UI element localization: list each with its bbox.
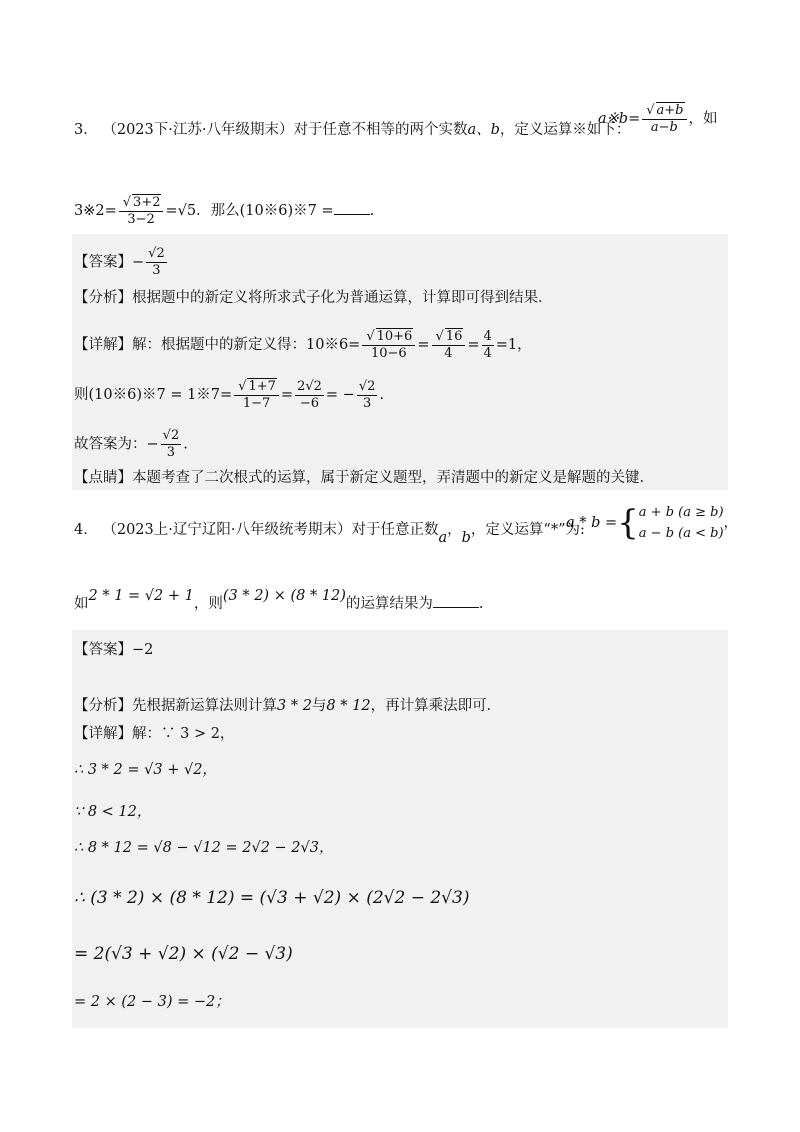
definition-numerator: a+b <box>656 103 684 118</box>
definition-lhs: a※b= <box>598 111 641 127</box>
definition-tail: ，如 <box>688 111 718 127</box>
answer-denominator: 3 <box>152 263 161 278</box>
q3-detail: 【详解】解：根据题中的新定义得：10※6= $\frac{√ 10+6}{10-6}$ = $\frac{√ 16}{4}$ = $\frac{4}{4}$ =1， <box>74 328 532 361</box>
q3-comment <box>74 468 654 488</box>
answer-numerator: √2 <box>148 246 165 261</box>
question-number: 4． <box>74 522 98 538</box>
q4-step-2: ∵ 8 < 12， <box>74 804 152 820</box>
answer-blank <box>334 202 370 215</box>
example-numerator: 3+2 <box>133 195 161 210</box>
q4-solution-box <box>72 630 728 1028</box>
step2-f2-num: 2√2 <box>297 378 322 394</box>
detail-fraction-3 <box>482 329 494 362</box>
comment-text: 本题考查了二次根式的运算，属于新定义题型，弄清题中的新定义是解题的关键． <box>132 470 654 486</box>
step2-f3-den: 3 <box>362 395 372 411</box>
question-source: （2023下·江苏·八年级期末） <box>102 122 294 138</box>
var-a: a <box>438 530 448 546</box>
analysis-label: 【分析】 <box>74 290 132 306</box>
detail-label: 【详解】 <box>74 337 132 353</box>
q4-definition: a * b ={ a + b (a ≥ b) a − b (a < b) ， <box>566 503 739 543</box>
question-expression: (10※6)※7 = <box>239 203 334 219</box>
detail-f3-num: 4 <box>483 328 492 344</box>
analysis-text-a: 先根据新运算法则计算 <box>132 698 277 714</box>
answer-label: 【答案】 <box>74 254 132 271</box>
step2-prefix: 则 <box>74 387 89 403</box>
step2-fraction-2 <box>295 379 324 412</box>
detail-f1-den: 10−6 <box>370 346 407 361</box>
q4-step-1: ∴ 3 * 2 = √3 + √2， <box>74 762 217 778</box>
analysis-text: 根据题中的新定义将所求式子化为普通运算，计算即可得到结果． <box>132 290 553 306</box>
step2-f2-den: −6 <box>299 395 320 411</box>
q3-example: 3※2= $\frac{√ 3+2}{3-2}$ =√5．那么(10※6)※7 = . <box>74 195 375 227</box>
detail-f2-num: 16 <box>445 329 463 344</box>
analysis-text-b: 与 <box>311 698 327 714</box>
final-numerator: √2 <box>162 428 180 443</box>
q4-analysis <box>74 696 501 716</box>
q4-step-6: = 2 × (2 − 3) = −2； <box>74 994 230 1010</box>
left-brace: { <box>617 503 639 543</box>
question-expression: (3 * 2) × (8 * 12) <box>222 588 346 604</box>
analysis-text-c: ，再计算乘法即可． <box>370 698 502 714</box>
final-fraction <box>161 428 182 461</box>
question-vars: a、b <box>467 122 500 138</box>
q3-answer <box>74 246 169 279</box>
case-1: a + b (a ≥ b) <box>638 505 724 520</box>
definition-lhs: a * b = <box>566 515 618 531</box>
step2-f1-num: 1+7 <box>248 379 276 394</box>
question-text: 对于任意不相等的两个实数 <box>293 122 468 138</box>
detail-f2-den: 4 <box>444 346 453 361</box>
answer-value: −2 <box>132 642 154 658</box>
q4-step-3: ∴ 8 * 12 = √8 − √12 = 2√2 − 2√3， <box>74 840 334 856</box>
question-text-2: ，定义运算※如下： <box>499 122 631 138</box>
example-text: ．那么 <box>196 203 240 219</box>
q4-step-5: = 2(√3 + √2) × (√2 − √3) <box>74 944 293 964</box>
detail-f3-den: 4 <box>483 345 492 361</box>
detail-fraction-2: $\frac{√ 16}{4}$ <box>432 328 466 362</box>
step2-f1-den: 1−7 <box>242 396 271 411</box>
step2-expr: (10※6)※7 = 1※7= <box>88 387 233 403</box>
q4-step-4: ∴ (3 * 2) × (8 * 12) = (√3 + √2) × (2√2 − 2√3) <box>74 888 470 908</box>
question-text: 对于任意正数 <box>351 522 439 538</box>
analysis-label: 【分析】 <box>74 698 132 714</box>
example-denominator: 3−2 <box>127 212 155 227</box>
q4-example: 如2 * 1 = √2 + 1，则(3 * 2) × (8 * 12)的运算结果为 . <box>74 588 484 612</box>
answer-fraction <box>146 246 167 279</box>
example-expression: 2 * 1 = √2 + 1 <box>88 588 194 604</box>
detail-text: 解：根据题中的新定义得：10※6= <box>132 337 361 353</box>
q3-final: 故答案为：− $\frac{√2}{3}$ . <box>74 428 188 460</box>
detail-label: 【详解】 <box>74 726 132 742</box>
example-prefix: 如 <box>74 596 89 612</box>
comment-label: 【点睛】 <box>74 470 132 486</box>
example-lhs: 3※2= <box>74 203 117 219</box>
q4-detail <box>74 724 234 744</box>
step2-fraction-3 <box>357 379 378 412</box>
detail-f1-num: 10+6 <box>376 329 413 344</box>
question-number: 3． <box>74 122 98 138</box>
q3-definition <box>598 102 718 136</box>
detail-text: 解：∵ 3 > 2， <box>132 726 235 742</box>
definition-cases <box>639 502 724 544</box>
detail-end: =1， <box>495 337 532 353</box>
answer-blank <box>433 595 479 608</box>
step2-f3-num: √2 <box>358 378 376 394</box>
analysis-expr-2: 8 * 12 <box>326 698 371 714</box>
case-2: a − b (a < b) <box>638 526 724 541</box>
definition-fraction: $\frac{√ a+b}{a-b}$ <box>642 102 686 136</box>
q4-answer <box>74 640 153 660</box>
question-text-2: ，定义运算“*”为: <box>470 522 585 538</box>
q3-step2: 则(10※6)※7 = 1※7= $\frac{√ 1+7}{1-7}$ = $\frac{2√2}{-6}$ = − $\frac{√2}{3}$ . <box>74 378 384 411</box>
definition-denominator: a−b <box>650 120 678 135</box>
final-text: 故答案为： <box>74 436 147 453</box>
step2-fraction-1: $\frac{√ 1+7}{1-7}$ <box>234 378 279 412</box>
example-rhs: =√5 <box>165 203 197 219</box>
example-mid: ，则 <box>193 596 223 612</box>
analysis-expr-1: 3 * 2 <box>277 698 312 714</box>
var-b: b <box>461 530 471 546</box>
question-tail: 的运算结果为 <box>345 596 433 612</box>
example-fraction: $\frac{√ 3+2}{3-2}$ <box>119 194 164 228</box>
q4-stem: 4． （2023上·辽宁辽阳·八年级统考期末）对于任意正数a，b，定义运算“*”为: <box>74 522 585 546</box>
detail-fraction-1: $\frac{√ 10+6}{10-6}$ <box>362 328 415 362</box>
final-denominator: 3 <box>166 445 176 460</box>
question-source: （2023上·辽宁辽阳·八年级统考期末） <box>102 522 352 538</box>
answer-label: 【答案】 <box>74 642 132 658</box>
q3-stem <box>74 120 630 140</box>
answer-sign: − <box>132 254 145 271</box>
q3-analysis <box>74 288 553 308</box>
